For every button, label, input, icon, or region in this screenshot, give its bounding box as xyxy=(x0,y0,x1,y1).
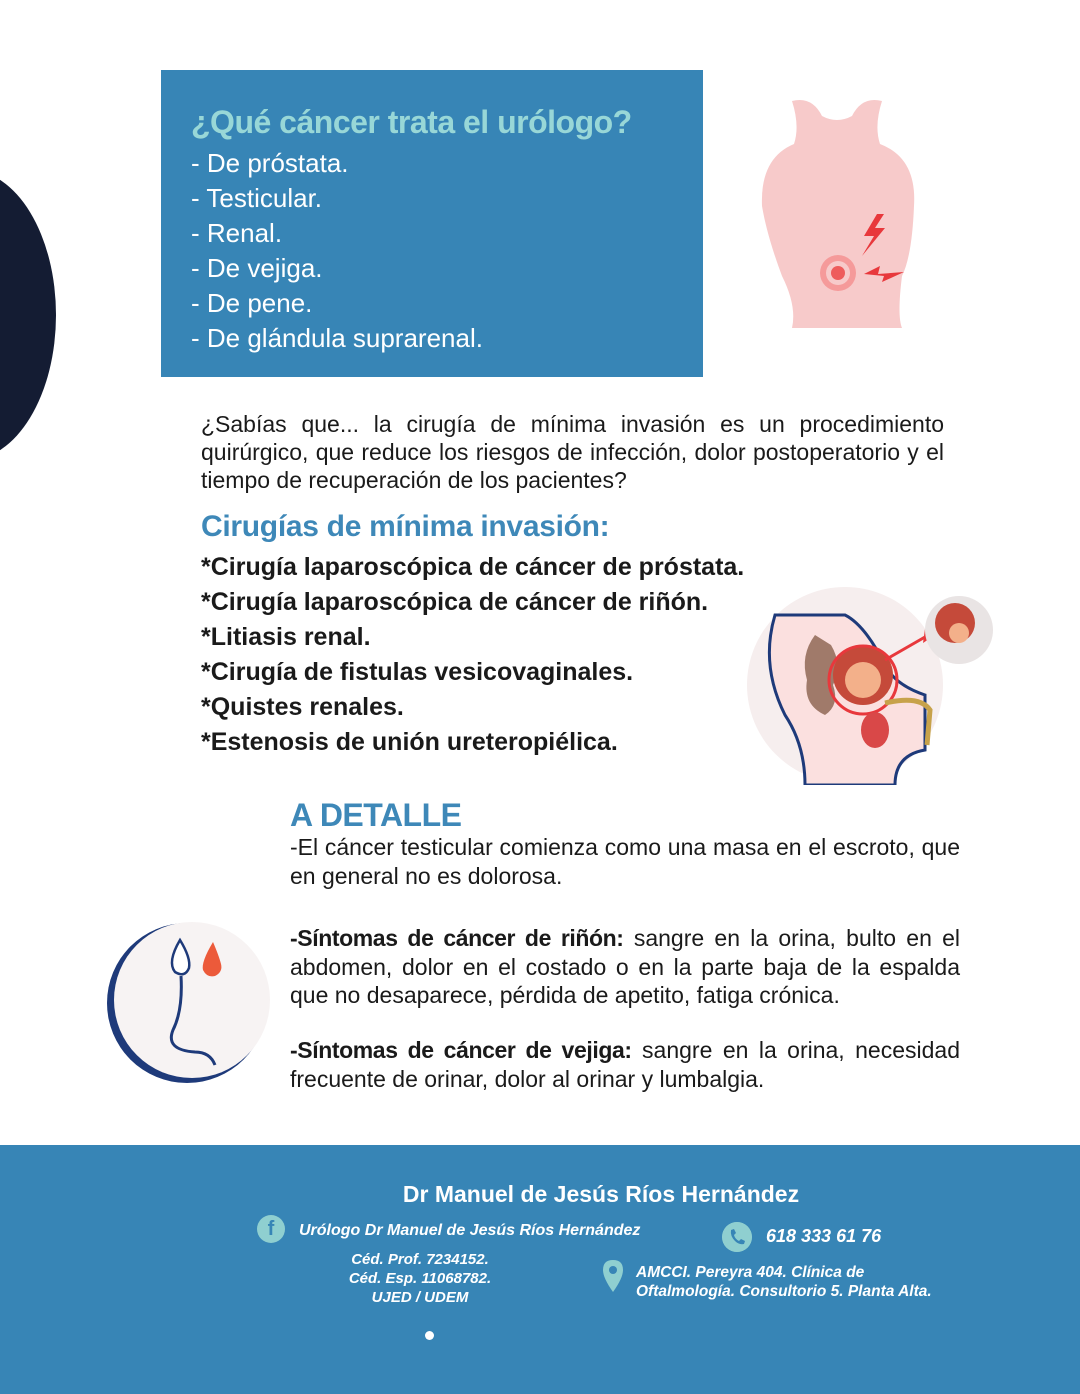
facebook-icon[interactable]: f xyxy=(257,1215,285,1243)
facebook-page-link[interactable]: Urólogo Dr Manuel de Jesús Ríos Hernández xyxy=(299,1222,641,1239)
testicular-cancer-paragraph: -El cáncer testicular comienza como una masa en el escroto, que en general no es dolorosa. xyxy=(290,834,960,889)
address-line-2: Oftalmología. Consultorio 5. Planta Alta. xyxy=(636,1283,932,1300)
list-item: - Testicular. xyxy=(191,183,323,213)
university: UJED / UDEM xyxy=(371,1289,469,1306)
cancer-types-box xyxy=(161,70,703,377)
credentials-block xyxy=(300,1250,540,1307)
list-item: *Quistes renales. xyxy=(201,693,404,721)
list-item: - De glándula suprarenal. xyxy=(191,323,483,353)
detail-title: A DETALLE xyxy=(290,797,462,833)
location-pin-icon xyxy=(600,1258,626,1294)
list-item: - Renal. xyxy=(191,218,283,248)
bladder-cancer-symptoms xyxy=(290,1036,960,1093)
kidney-cancer-symptoms xyxy=(290,924,960,1010)
address-block xyxy=(636,1263,932,1301)
prostate-anatomy-illustration xyxy=(745,585,995,785)
list-item: - De vejiga. xyxy=(191,253,323,283)
blood-drop-illustration xyxy=(105,920,275,1085)
cancer-types-title: ¿Qué cáncer trata el urólogo? xyxy=(191,104,632,140)
ced-prof: Céd. Prof. 7234152. xyxy=(351,1251,489,1268)
cancer-types-list xyxy=(191,146,483,356)
phone-icon[interactable] xyxy=(722,1222,752,1252)
phone-number[interactable]: 618 333 61 76 xyxy=(766,1226,882,1246)
torso-pain-illustration xyxy=(752,96,922,336)
bladder-symptoms-text: sangre en la orina, necesidad frecuente de orinar, dolor al orinar y lumbalgia. xyxy=(290,1037,960,1092)
intro-paragraph: ¿Sabías que... la cirugía de mínima invasión es un procedimiento quirúrgico, que reduce los riesgos de infección, dolor postoperatorio y el tiempo de recuperación de los pacientes? xyxy=(201,411,944,493)
doctor-name: Dr Manuel de Jesús Ríos Hernández xyxy=(402,1181,800,1207)
list-item: *Litiasis renal. xyxy=(201,623,371,651)
surgeries-list xyxy=(201,550,744,760)
bladder-symptoms-label: -Síntomas de cáncer de vejiga: xyxy=(290,1037,632,1063)
address-line-1: AMCCI. Pereyra 404. Clínica de xyxy=(636,1264,865,1281)
surgeries-title: Cirugías de mínima invasión: xyxy=(201,510,610,543)
list-item: - De pene. xyxy=(191,288,313,318)
decorative-dark-circle xyxy=(0,170,56,460)
list-item: *Estenosis de unión ureteropiélica. xyxy=(201,728,618,756)
list-item: - De próstata. xyxy=(191,148,349,178)
list-item: *Cirugía laparoscópica de cáncer de riñón. xyxy=(201,588,709,616)
list-item: *Cirugía laparoscópica de cáncer de próstata. xyxy=(201,553,745,581)
list-item: *Cirugía de fistulas vesicovaginales. xyxy=(201,658,634,686)
ced-esp: Céd. Esp. 11068782. xyxy=(348,1270,492,1287)
page-indicator-dot xyxy=(425,1331,434,1340)
kidney-symptoms-label: -Síntomas de cáncer de riñón: xyxy=(290,925,624,951)
kidney-symptoms-text: sangre en la orina, bulto en el abdomen, dolor en el costado o en la parte baja de la espalda que no desaparece, pérdida de apetito, fatiga crónica. xyxy=(290,925,961,1008)
